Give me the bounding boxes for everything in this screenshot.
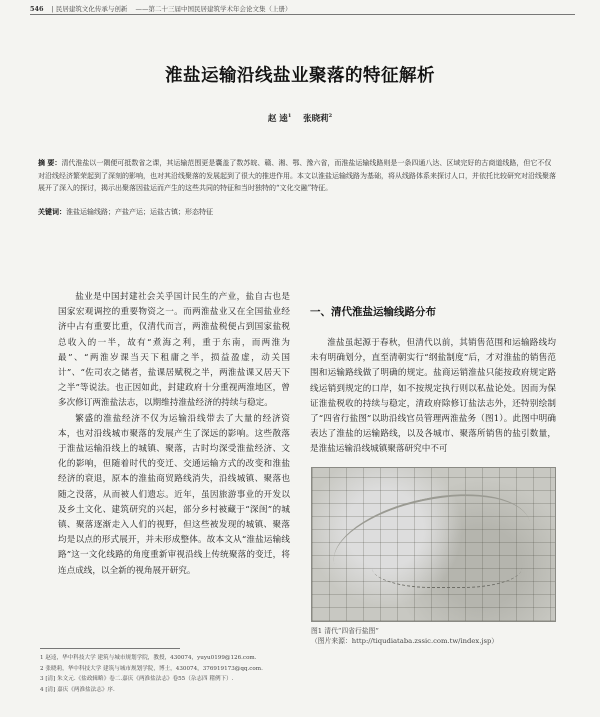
author-1-sup: 1 [287, 113, 292, 120]
caption-line: 图1 清代“四省行盐图” [311, 627, 379, 635]
map-figure [311, 467, 556, 622]
paper-title: 淮盐运输沿线盐业聚落的特征解析 [165, 66, 435, 86]
author-2: 张晓莉 [303, 114, 329, 124]
authors [0, 112, 600, 124]
footnote: 1 赵逵，华中科技大学 建筑与城市规划学院，教授，430074，yuyu0199@126.com. [40, 655, 257, 661]
abstract-label: 摘 要： [38, 159, 62, 167]
footnote: 3 [清] 朱文元.《盐政辑略》卷二.嘉庆《两淮盐法志》卷55（杂志四 稽例下）. [40, 676, 234, 683]
book-subtitle: ——第二十三届中国民居建筑学术年会论文集（上册） [135, 5, 292, 13]
running-header [30, 3, 575, 15]
paragraph: 繁盛的淮盐经济不仅为运输沿线带去了大量的经济资本，也对沿线城市聚落的发展产生了深远的影响。这些散落于淮盐运输沿线上的城镇、聚落，古时均深受淮盐经济、文化的影响，但随着时代的变迁、交通运输方式的改变和淮盐经济的衰退，原本的淮盐商贸路线消失，沿线城镇、聚落也随之没落，从而被人们遗忘。近年，虽因旅游事业的开发以及乡土文化、建筑研究的兴起，部分乡村被藏于“深闺”的城镇、聚落逐渐走入人们的视野，但这些被发现的城镇、聚落均是以点的形式展开，并未形成整体。故本文从“淮盐运输线路”这一文化线路的角度重新审视沿线上传统聚落的变迁，将连点成线，以全新的视角展开研究。 [58, 413, 290, 576]
footnote: 2 张晓莉，华中科技大学 建筑与城市规划学院，博士，430074，376919173@qq.com. [40, 665, 263, 672]
footnote: 4 [清] 嘉庆《两淮盐法志》序. [40, 686, 115, 693]
paragraph: 盐业是中国封建社会关乎国计民生的产业，盐自古也是国家宏观调控的重要物资之一。而两淮盐业又在全国盐业经济中占有重要比重，仅清代而言，两淮盐税便占到国家盐税总收入的一半，故有“煮海之利，重于东南，而两淮为最”、“两淮岁课当天下租庸之半，损益盈虚，动关国计”、“佐司农之储者，盐课居赋税之半，两淮盐课又居天下之半”等说法。也正因如此，封建政府十分重视两淮地区，曾多次修订两淮盐法志，以期维持淮盐经济的持续与稳定。 [58, 292, 290, 409]
section-heading: 一、清代淮盐运输线路分布 [310, 306, 436, 318]
figure-caption [311, 626, 556, 646]
page-number: 546 [30, 5, 44, 13]
footnotes [40, 653, 560, 695]
keywords-label: 关键词： [38, 208, 66, 216]
keywords [38, 207, 558, 217]
paragraph: 淮盐虽起源于春秋，但清代以前，其销售范围和运输路线均未有明确划分，直至清朝实行“纲盐制度”后，才对淮盐的销售范围和运输路线做了明确的规定。盐商运销淮盐只能按政府规定路线运销到规定的口岸，如不按规定执行则以私盐论处。因而为保证淮盐税收的持续与稳定，清政府除修订盐法志外，还特别绘制了“四省行盐图”以助沿线官员管理两淮盐务（图1）。此图中明确表达了淮盐的运输路线，以及各城市、聚落所销售的盐引数量，是淮盐运输沿线城镇聚落研究中不可 [310, 338, 556, 455]
author-2-sup: 2 [328, 113, 333, 120]
abstract-text: 清代淮盐以一隅便可抵数省之课，其运输范围更是囊盖了数苏皖、赣、湘、鄂、豫六省，而淮盐运输线路则是一条四通八达、区域完好的古商道线路，但它不仅对沿线经济繁荣起到了深刻的影响，也对其沿线聚落的发展起到了很大的推进作用。本文以淮盐运输线路为基础，将从线路体系来探讨人口，并依托比较研究对沿线聚落展开了深入的探讨，揭示出聚落因盐运而产生的这些共同的特征和当时独特的“文化交融”特征。 [38, 159, 556, 192]
right-column [310, 336, 556, 458]
keywords-text: 淮盐运输线路；产盐产运；运盐古镇；形态特征 [66, 208, 213, 216]
author-1: 赵 逵 [267, 114, 288, 124]
left-column [58, 290, 290, 579]
book-title: | 民居建筑文化传承与创新 [51, 5, 128, 13]
map-route [372, 538, 522, 588]
footnote-divider [40, 648, 180, 649]
abstract [38, 157, 558, 195]
caption-source: （图片来源：http://tiqudiataba.zssic.com.tw/index.jsp） [311, 637, 499, 645]
